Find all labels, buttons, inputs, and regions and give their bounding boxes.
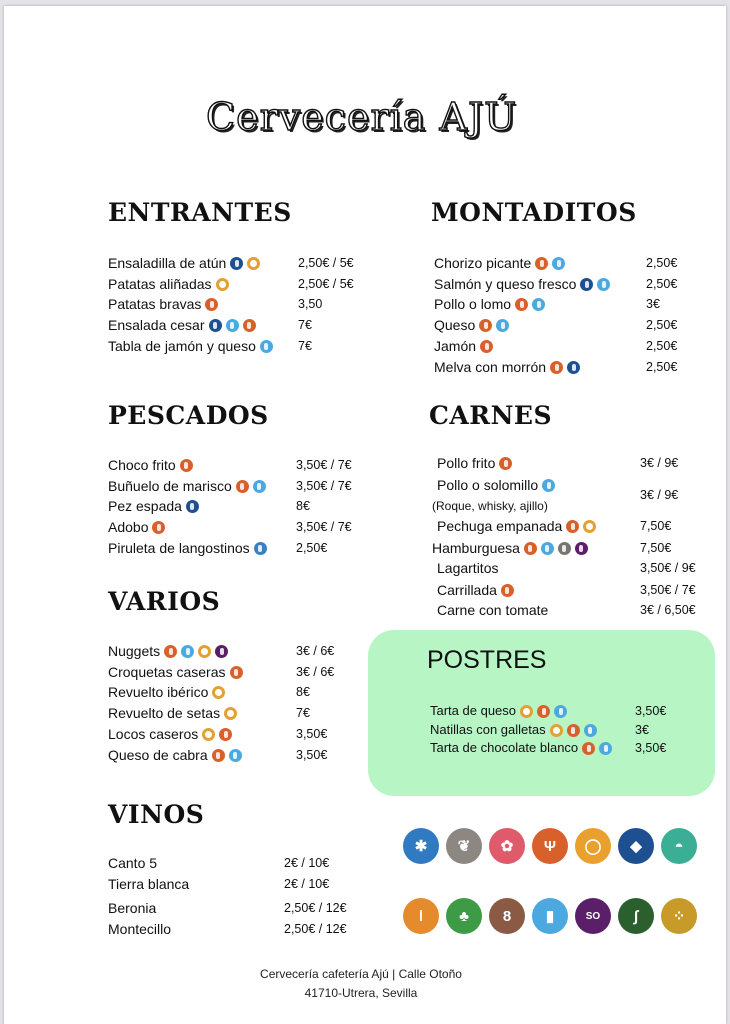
menu-item xyxy=(434,315,509,335)
menu-item-price: 7,50€ xyxy=(640,541,672,555)
milk-icon xyxy=(532,298,545,311)
menu-item xyxy=(430,701,567,721)
egg-icon xyxy=(550,724,563,737)
menu-item-name: Revuelto de setas xyxy=(108,705,221,721)
menu-item-name: Montecillo xyxy=(108,921,172,937)
milk-icon xyxy=(226,319,239,332)
footer-line-1: Cervecería cafetería Ajú | Calle Otoño xyxy=(260,967,462,981)
menu-item-price: 7,50€ xyxy=(640,519,672,533)
menu-item-name: Choco frito xyxy=(108,457,176,473)
sesame-icon: ⁘ xyxy=(661,898,697,934)
menu-item-name: Piruleta de langostinos xyxy=(108,540,250,556)
milk-icon xyxy=(584,724,597,737)
menu-item xyxy=(437,558,498,578)
menu-item-price: 2,50€ / 12€ xyxy=(284,901,347,915)
egg-icon xyxy=(583,520,596,533)
menu-item-name: Ensaladilla de atún xyxy=(108,255,227,271)
milk-icon xyxy=(552,257,565,270)
menu-item-price: 3,50€ / 9€ xyxy=(640,561,696,575)
lupin-icon: ǀ xyxy=(403,898,439,934)
menu-item-name: Revuelto ibérico xyxy=(108,684,209,700)
gluten-icon xyxy=(205,298,218,311)
menu-item-name: Pechuga empanada xyxy=(437,518,563,534)
walnut-icon: ✿ xyxy=(489,828,525,864)
menu-item xyxy=(434,357,580,377)
gluten-icon xyxy=(164,645,177,658)
gluten-icon xyxy=(499,457,512,470)
menu-item-price: 3,50 xyxy=(298,297,323,311)
menu-item xyxy=(108,853,157,873)
nuts-icon: ❦ xyxy=(446,828,482,864)
egg-icon xyxy=(216,278,229,291)
gluten-icon xyxy=(219,728,232,741)
menu-item-price: 3,50€ / 7€ xyxy=(296,458,352,472)
menu-item-price: 2,50€ xyxy=(646,360,678,374)
menu-item xyxy=(437,580,514,600)
celery-icon: ♣ xyxy=(446,898,482,934)
menu-item-name: Chorizo picante xyxy=(434,255,532,271)
section-heading-montaditos: MONTADITOS xyxy=(431,198,637,227)
milk-icon xyxy=(554,705,567,718)
section-heading-carnes: CARNES xyxy=(429,401,553,430)
menu-item-price: 3,50€ xyxy=(635,741,667,755)
menu-item xyxy=(108,517,165,537)
section-heading-vinos: VINOS xyxy=(108,800,205,829)
milk-icon xyxy=(599,742,612,755)
menu-item xyxy=(437,516,596,536)
menu-item xyxy=(108,253,260,273)
menu-item-name: Adobo xyxy=(108,519,149,535)
menu-item-price: 3€ / 9€ xyxy=(640,488,679,502)
menu-item-price: 3,50€ xyxy=(296,748,328,762)
menu-item-name: Melva con morrón xyxy=(434,359,547,375)
fish-icon xyxy=(567,361,580,374)
section-heading-pescados: PESCADOS xyxy=(108,401,269,430)
mustard-icon xyxy=(558,542,571,555)
menu-item-name: Carne con tomate xyxy=(437,602,549,618)
menu-item xyxy=(434,253,565,273)
menu-item xyxy=(108,315,256,335)
menu-item-name: Canto 5 xyxy=(108,855,158,871)
mollusc-icon: ◓ xyxy=(661,828,697,864)
menu-item-name: Croquetas caseras xyxy=(108,664,226,680)
menu-item-name: Patatas bravas xyxy=(108,296,202,312)
soy-icon: ∫ xyxy=(618,898,654,934)
egg-icon xyxy=(224,707,237,720)
milk-icon: ▮ xyxy=(532,898,568,934)
menu-item-price: 7€ xyxy=(298,318,312,332)
crustacean-icon: ✱ xyxy=(403,828,439,864)
menu-item-name: Tarta de chocolate blanco xyxy=(430,740,579,755)
menu-item-price: 3,50€ / 7€ xyxy=(296,520,352,534)
menu-item-name: Ensalada cesar xyxy=(108,317,205,333)
menu-item xyxy=(437,600,548,620)
gluten-icon xyxy=(180,459,193,472)
menu-item xyxy=(108,682,225,702)
gluten-icon: Ψ xyxy=(532,828,568,864)
menu-item-name: Natillas con galletas xyxy=(430,722,546,737)
menu-item-name: Beronia xyxy=(108,900,157,916)
menu-item-name: Pez espada xyxy=(108,498,182,514)
milk-icon xyxy=(260,340,273,353)
sulphites-icon xyxy=(575,542,588,555)
menu-item-note: (Roque, whisky, ajillo) xyxy=(432,499,548,513)
menu-item xyxy=(108,874,189,894)
menu-item-name: Pollo o lomo xyxy=(434,296,512,312)
menu-item xyxy=(434,274,610,294)
menu-item-name: Patatas aliñadas xyxy=(108,276,212,292)
gluten-icon xyxy=(243,319,256,332)
menu-item-name: Tierra blanca xyxy=(108,876,190,892)
menu-item xyxy=(437,475,555,495)
menu-item-name: Nuggets xyxy=(108,643,161,659)
menu-item-price: 2,50€ xyxy=(646,256,678,270)
sulphites-icon: SO xyxy=(575,898,611,934)
egg-icon: ◯ xyxy=(575,828,611,864)
gluten-icon xyxy=(567,724,580,737)
menu-item-price: 8€ xyxy=(296,499,310,513)
crustacean-icon xyxy=(254,542,267,555)
menu-item-price: 2€ / 10€ xyxy=(284,877,330,891)
gluten-icon xyxy=(480,340,493,353)
menu-item-price: 8€ xyxy=(296,685,310,699)
gluten-icon xyxy=(537,705,550,718)
menu-item-price: 2,50€ / 5€ xyxy=(298,277,354,291)
fish-icon xyxy=(209,319,222,332)
menu-item-name: Buñuelo de marisco xyxy=(108,478,232,494)
egg-icon xyxy=(202,728,215,741)
gluten-icon xyxy=(524,542,537,555)
gluten-icon xyxy=(479,319,492,332)
fish-icon xyxy=(580,278,593,291)
menu-item-price: 3,50€ / 7€ xyxy=(296,479,352,493)
gluten-icon xyxy=(550,361,563,374)
menu-item xyxy=(108,294,218,314)
menu-item-name: Lagartitos xyxy=(437,560,499,576)
gluten-icon xyxy=(152,521,165,534)
menu-item-name: Hamburguesa xyxy=(432,540,520,556)
menu-item-price: 3,50€ xyxy=(296,727,328,741)
sulphites-icon xyxy=(215,645,228,658)
menu-item-name: Carrillada xyxy=(437,582,497,598)
menu-item xyxy=(108,724,232,744)
menu-item xyxy=(108,662,243,682)
menu-item-price: 3€ / 9€ xyxy=(640,456,679,470)
section-heading-postres: POSTRES xyxy=(427,646,547,674)
egg-icon xyxy=(247,257,260,270)
menu-item xyxy=(434,336,493,356)
milk-icon xyxy=(181,645,194,658)
menu-item xyxy=(108,641,228,661)
menu-item xyxy=(108,919,171,939)
menu-item-price: 2,50€ / 12€ xyxy=(284,922,347,936)
menu-item-price: 2,50€ / 5€ xyxy=(298,256,354,270)
menu-item-name: Tarta de queso xyxy=(430,703,517,718)
menu-item-price: 7€ xyxy=(298,339,312,353)
section-heading-varios: VARIOS xyxy=(108,587,221,616)
menu-item-name: Queso xyxy=(434,317,476,333)
gluten-icon xyxy=(535,257,548,270)
menu-item-price: 3€ / 6€ xyxy=(296,665,335,679)
menu-item-name: Queso de cabra xyxy=(108,747,208,763)
fish-icon xyxy=(186,500,199,513)
menu-item xyxy=(108,476,266,496)
gluten-icon xyxy=(501,584,514,597)
menu-item xyxy=(108,336,273,356)
menu-item-name: Pollo frito xyxy=(437,455,496,471)
milk-icon xyxy=(541,542,554,555)
menu-item-price: 2€ / 10€ xyxy=(284,856,330,870)
menu-item xyxy=(108,538,267,558)
fish-icon: ◆ xyxy=(618,828,654,864)
menu-item-price: 3€ xyxy=(646,297,660,311)
menu-item-price: 2,50€ xyxy=(296,541,328,555)
menu-title: Cervecería AJÚ xyxy=(206,95,518,139)
footer-line-2: 41710-Utrera, Sevilla xyxy=(304,986,418,1000)
gluten-icon xyxy=(212,749,225,762)
menu-item xyxy=(432,538,588,558)
menu-item-price: 7€ xyxy=(296,706,310,720)
menu-item-name: Jamón xyxy=(434,338,477,354)
milk-icon xyxy=(597,278,610,291)
peanut-icon: 8 xyxy=(489,898,525,934)
menu-item xyxy=(108,496,199,516)
gluten-icon xyxy=(230,666,243,679)
gluten-icon xyxy=(566,520,579,533)
menu-item xyxy=(437,453,512,473)
menu-item-name: Salmón y queso fresco xyxy=(434,276,577,292)
menu-item-price: 3€ / 6€ xyxy=(296,644,335,658)
gluten-icon xyxy=(515,298,528,311)
menu-item-price: 3€ xyxy=(635,723,649,737)
milk-icon xyxy=(229,749,242,762)
gluten-icon xyxy=(582,742,595,755)
menu-item-name: Pollo o solomillo xyxy=(437,477,539,493)
fish-icon xyxy=(230,257,243,270)
menu-item-price: 3,50€ / 7€ xyxy=(640,583,696,597)
menu-item xyxy=(430,720,597,740)
menu-item xyxy=(108,898,156,918)
menu-item xyxy=(430,738,612,758)
gluten-icon xyxy=(236,480,249,493)
menu-item-name: Tabla de jamón y queso xyxy=(108,338,256,354)
menu-item xyxy=(108,745,242,765)
menu-item-price: 2,50€ xyxy=(646,277,678,291)
egg-icon xyxy=(212,686,225,699)
menu-item xyxy=(108,274,229,294)
menu-item-price: 2,50€ xyxy=(646,339,678,353)
egg-icon xyxy=(198,645,211,658)
menu-item-price: 3€ / 6,50€ xyxy=(640,603,696,617)
menu-item-name: Locos caseros xyxy=(108,726,199,742)
egg-icon xyxy=(520,705,533,718)
milk-icon xyxy=(253,480,266,493)
milk-icon xyxy=(496,319,509,332)
menu-item-price: 2,50€ xyxy=(646,318,678,332)
menu-item xyxy=(434,294,545,314)
menu-item xyxy=(108,703,237,723)
menu-item xyxy=(108,455,193,475)
menu-item-price: 3,50€ xyxy=(635,704,667,718)
section-heading-entrantes: ENTRANTES xyxy=(108,198,292,227)
milk-icon xyxy=(542,479,555,492)
